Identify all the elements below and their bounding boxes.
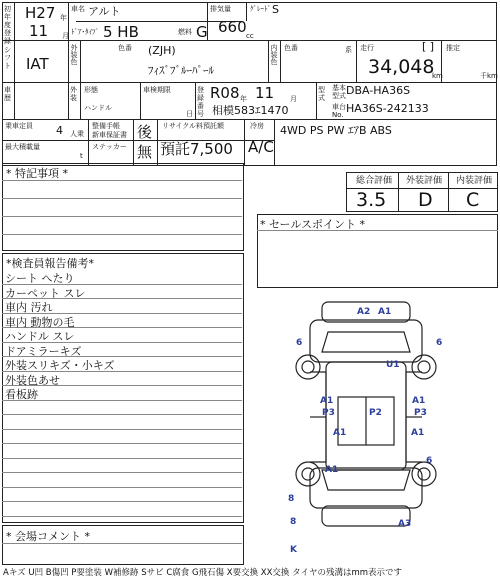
inspector-note: 車内 汚れ	[5, 301, 53, 314]
overall-rating: 3.5	[356, 189, 387, 211]
inspection-value: R08	[210, 84, 240, 102]
inspection-day-unit: 日	[186, 110, 193, 118]
ac-label: 冷房	[250, 122, 264, 130]
hood-outline	[310, 320, 422, 362]
type-label: 型式	[318, 86, 325, 102]
inspector-note: 看板跡	[5, 388, 38, 401]
chassis-label: 車台No.	[332, 103, 346, 119]
shift-label: シフト	[4, 46, 11, 70]
recycle-value: 預託7,500	[160, 140, 233, 158]
rear-bumper-outline	[322, 506, 410, 526]
year-value: H27	[25, 4, 56, 22]
exterior-rating: D	[418, 189, 433, 211]
damage-mark: 8	[290, 517, 297, 527]
damage-mark: 6	[296, 338, 303, 348]
interior-color-label: 内装色	[270, 44, 278, 65]
exterior-label: 外装	[70, 86, 77, 102]
reg-number: 相模583ｴ1470	[212, 104, 289, 117]
load-unit: t	[80, 152, 83, 160]
recycle-label: リサイクル料預託額	[162, 122, 225, 130]
damage-mark: A1	[412, 396, 426, 406]
year-unit: 年	[60, 14, 67, 22]
capacity-label: 乗車定員	[5, 122, 33, 130]
grade-label: ｸﾞﾚｰﾄﾞ	[250, 5, 271, 13]
damage-mark: P3	[322, 408, 335, 418]
legend-text: Aキズ U凹 B傷凹 P要塗装 W補修跡 Sサビ C腐食 G飛石傷 X要交換 XX交換 タイヤの残溝はmm表示です	[3, 568, 403, 578]
damage-mark: 6	[426, 456, 433, 466]
damage-mark: A2	[357, 307, 371, 317]
displacement-unit: cc	[246, 32, 254, 40]
ac-value: A/C	[248, 138, 274, 156]
color-code: (ZJH)	[148, 44, 176, 57]
warranty-label: 新車保証書	[92, 131, 127, 139]
damage-mark: P2	[369, 408, 382, 418]
load-label: 最大積載量	[5, 143, 40, 151]
overall-rating-label: 総合評価	[356, 176, 393, 186]
fuel-value: G	[196, 23, 208, 41]
damage-mark: A1	[320, 396, 334, 406]
door-type-label: ﾄﾞｱ･ﾀｲﾌﾟ	[71, 28, 99, 36]
mileage-label: 走行	[360, 44, 374, 52]
exterior-rating-label: 外装評価	[406, 176, 443, 186]
sticker-label: ステッカー	[92, 143, 127, 151]
fuel-label: 燃料	[178, 28, 192, 36]
interior-code-label: 色番	[284, 44, 298, 52]
windshield-outline	[322, 332, 410, 352]
inspector-note: カーペット スレ	[5, 286, 86, 300]
interior-rating: C	[466, 189, 480, 211]
exterior-color-label: 外装色	[70, 44, 78, 65]
damage-mark: A1	[378, 307, 392, 317]
inspection-month-unit: 月	[290, 95, 297, 103]
handle-label: ハンドル	[84, 104, 112, 112]
inspector-note: 外装スリキズ・小キズ	[5, 359, 115, 372]
month-unit: 月	[62, 32, 69, 40]
venue-comment-title: * 会場コメント *	[6, 530, 90, 543]
maint-value: 後	[137, 123, 153, 141]
mileage-value: 34,048	[368, 56, 435, 78]
history-label: 車歴	[4, 86, 11, 102]
special-notes-title: * 特記事項 *	[6, 167, 68, 180]
inspector-note: 車内 動物の毛	[5, 315, 75, 329]
grade-value: S	[272, 3, 279, 16]
shape-label: 形態	[84, 86, 98, 94]
maint-label: 整備手帳	[92, 122, 120, 130]
damage-mark: P3	[414, 408, 427, 418]
mileage-unit: km	[432, 72, 443, 80]
type-code: DBA-HA36S	[346, 84, 411, 97]
reg-label: 登録番号	[197, 86, 204, 118]
wheel-front-right	[412, 355, 436, 379]
sales-point-title: * セールスポイント *	[260, 218, 366, 231]
sticker-value: 無	[137, 143, 153, 161]
equipment: 4WD PS PW ｴｱB ABS	[280, 124, 392, 137]
capacity-value: 4	[56, 124, 63, 137]
wheel-rear-left	[296, 462, 320, 486]
door-type: 5 HB	[103, 23, 139, 41]
damage-mark: 8	[288, 494, 295, 504]
displacement-label: 排気量	[210, 5, 231, 13]
interior-rating-label: 内装評価	[456, 176, 493, 186]
mileage-bracket: [ ]	[422, 40, 435, 53]
first-reg-label: 初年度登録	[4, 5, 11, 45]
estimate-label: 推定	[446, 44, 460, 52]
inspector-note: 外装色あせ	[5, 373, 60, 387]
shift-value: IAT	[26, 55, 49, 73]
type-main-label: 基本型式	[332, 84, 346, 100]
capacity-unit: 人乗	[70, 130, 84, 138]
damage-mark: A1	[333, 428, 347, 438]
damage-mark: A1	[411, 428, 425, 438]
displacement-value: 660	[218, 18, 247, 36]
inspection-month: 11	[255, 84, 275, 102]
wheel-front-left	[296, 355, 320, 379]
color-name: ﾌｨｽﾞﾌﾞﾙｰﾊﾟｰﾙ	[148, 64, 214, 77]
model-name-label: 車名	[71, 5, 85, 13]
inspector-note: ドアミラーキズ	[5, 344, 82, 358]
inspector-note: ハンドル スレ	[5, 330, 75, 343]
damage-mark: A3	[398, 519, 412, 529]
model-name: アルト	[88, 5, 121, 18]
inspection-label: 車検期限	[143, 86, 171, 94]
inspector-notes-title: *検査員報告備考*	[6, 257, 94, 270]
damage-mark: K	[290, 545, 297, 555]
inspector-note: シート へたり	[5, 272, 75, 285]
damage-mark: U1	[386, 360, 400, 370]
damage-mark: A1	[325, 465, 339, 475]
wheel-rear-right	[412, 462, 436, 486]
mileage-unit-label: 系	[345, 46, 352, 54]
inspection-year-unit: 年	[240, 95, 247, 103]
damage-mark: 6	[436, 338, 443, 348]
color-code-label: 色番	[118, 44, 132, 52]
estimate-unit: 千km	[480, 72, 498, 80]
month-value: 11	[29, 22, 49, 40]
chassis-number: HA36S-242133	[346, 102, 429, 115]
